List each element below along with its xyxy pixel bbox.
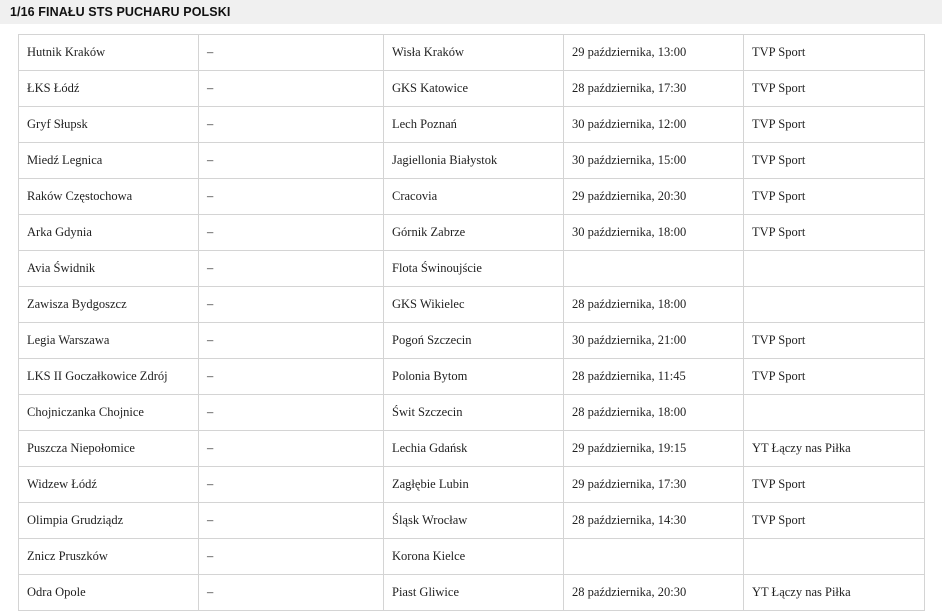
- broadcaster-cell: TVP Sport: [744, 71, 925, 107]
- broadcaster-cell: TVP Sport: [744, 467, 925, 503]
- score-cell: –: [199, 215, 384, 251]
- score-cell: –: [199, 251, 384, 287]
- date-cell: 28 października, 17:30: [564, 71, 744, 107]
- score-cell: –: [199, 107, 384, 143]
- fixtures-table-body: [19, 35, 925, 611]
- page-header: [0, 0, 942, 24]
- home-team-cell: Hutnik Kraków: [19, 35, 199, 71]
- home-team-cell: Avia Świdnik: [19, 251, 199, 287]
- table-row: [19, 431, 925, 467]
- away-team-cell: Polonia Bytom: [384, 359, 564, 395]
- home-team-cell: Znicz Pruszków: [19, 539, 199, 575]
- table-row: [19, 179, 925, 215]
- away-team-cell: Wisła Kraków: [384, 35, 564, 71]
- table-row: [19, 575, 925, 611]
- table-row: [19, 35, 925, 71]
- table-row: [19, 503, 925, 539]
- broadcaster-cell: YT Łączy nas Piłka: [744, 575, 925, 611]
- broadcaster-cell: [744, 395, 925, 431]
- home-team-cell: LKS II Goczałkowice Zdrój: [19, 359, 199, 395]
- away-team-cell: Pogoń Szczecin: [384, 323, 564, 359]
- away-team-cell: Lechia Gdańsk: [384, 431, 564, 467]
- score-cell: –: [199, 71, 384, 107]
- table-row: [19, 539, 925, 575]
- broadcaster-cell: [744, 539, 925, 575]
- broadcaster-cell: [744, 251, 925, 287]
- away-team-cell: Cracovia: [384, 179, 564, 215]
- home-team-cell: Odra Opole: [19, 575, 199, 611]
- score-cell: –: [199, 287, 384, 323]
- page-title: 1/16 FINAŁU STS PUCHARU POLSKI: [10, 5, 231, 19]
- away-team-cell: Śląsk Wrocław: [384, 503, 564, 539]
- broadcaster-cell: TVP Sport: [744, 35, 925, 71]
- home-team-cell: Olimpia Grudziądz: [19, 503, 199, 539]
- table-row: [19, 107, 925, 143]
- date-cell: 29 października, 13:00: [564, 35, 744, 71]
- table-row: [19, 287, 925, 323]
- score-cell: –: [199, 575, 384, 611]
- score-cell: –: [199, 143, 384, 179]
- score-cell: –: [199, 431, 384, 467]
- broadcaster-cell: TVP Sport: [744, 503, 925, 539]
- broadcaster-cell: TVP Sport: [744, 215, 925, 251]
- score-cell: –: [199, 395, 384, 431]
- date-cell: 28 października, 14:30: [564, 503, 744, 539]
- date-cell: 30 października, 18:00: [564, 215, 744, 251]
- home-team-cell: Gryf Słupsk: [19, 107, 199, 143]
- fixtures-table-container: [0, 24, 942, 611]
- date-cell: 28 października, 20:30: [564, 575, 744, 611]
- away-team-cell: Zagłębie Lubin: [384, 467, 564, 503]
- broadcaster-cell: TVP Sport: [744, 143, 925, 179]
- score-cell: –: [199, 467, 384, 503]
- table-row: [19, 71, 925, 107]
- home-team-cell: Widzew Łódź: [19, 467, 199, 503]
- away-team-cell: Korona Kielce: [384, 539, 564, 575]
- score-cell: –: [199, 35, 384, 71]
- table-row: [19, 215, 925, 251]
- broadcaster-cell: TVP Sport: [744, 107, 925, 143]
- home-team-cell: Miedź Legnica: [19, 143, 199, 179]
- date-cell: 29 października, 20:30: [564, 179, 744, 215]
- date-cell: [564, 539, 744, 575]
- home-team-cell: Raków Częstochowa: [19, 179, 199, 215]
- broadcaster-cell: TVP Sport: [744, 359, 925, 395]
- date-cell: 29 października, 17:30: [564, 467, 744, 503]
- home-team-cell: Legia Warszawa: [19, 323, 199, 359]
- away-team-cell: Górnik Zabrze: [384, 215, 564, 251]
- date-cell: 28 października, 18:00: [564, 395, 744, 431]
- broadcaster-cell: TVP Sport: [744, 179, 925, 215]
- away-team-cell: Flota Świnoujście: [384, 251, 564, 287]
- score-cell: –: [199, 503, 384, 539]
- date-cell: 29 października, 19:15: [564, 431, 744, 467]
- broadcaster-cell: [744, 287, 925, 323]
- date-cell: 30 października, 15:00: [564, 143, 744, 179]
- table-row: [19, 323, 925, 359]
- date-cell: 30 października, 12:00: [564, 107, 744, 143]
- away-team-cell: Lech Poznań: [384, 107, 564, 143]
- broadcaster-cell: YT Łączy nas Piłka: [744, 431, 925, 467]
- table-row: [19, 395, 925, 431]
- home-team-cell: Chojniczanka Chojnice: [19, 395, 199, 431]
- date-cell: 28 października, 18:00: [564, 287, 744, 323]
- score-cell: –: [199, 323, 384, 359]
- table-row: [19, 143, 925, 179]
- broadcaster-cell: TVP Sport: [744, 323, 925, 359]
- home-team-cell: ŁKS Łódź: [19, 71, 199, 107]
- score-cell: –: [199, 179, 384, 215]
- home-team-cell: Puszcza Niepołomice: [19, 431, 199, 467]
- date-cell: 28 października, 11:45: [564, 359, 744, 395]
- date-cell: [564, 251, 744, 287]
- table-row: [19, 251, 925, 287]
- away-team-cell: GKS Wikielec: [384, 287, 564, 323]
- away-team-cell: Świt Szczecin: [384, 395, 564, 431]
- table-row: [19, 467, 925, 503]
- fixtures-table: [18, 34, 925, 611]
- home-team-cell: Arka Gdynia: [19, 215, 199, 251]
- score-cell: –: [199, 539, 384, 575]
- away-team-cell: Jagiellonia Białystok: [384, 143, 564, 179]
- score-cell: –: [199, 359, 384, 395]
- date-cell: 30 października, 21:00: [564, 323, 744, 359]
- away-team-cell: GKS Katowice: [384, 71, 564, 107]
- away-team-cell: Piast Gliwice: [384, 575, 564, 611]
- home-team-cell: Zawisza Bydgoszcz: [19, 287, 199, 323]
- table-row: [19, 359, 925, 395]
